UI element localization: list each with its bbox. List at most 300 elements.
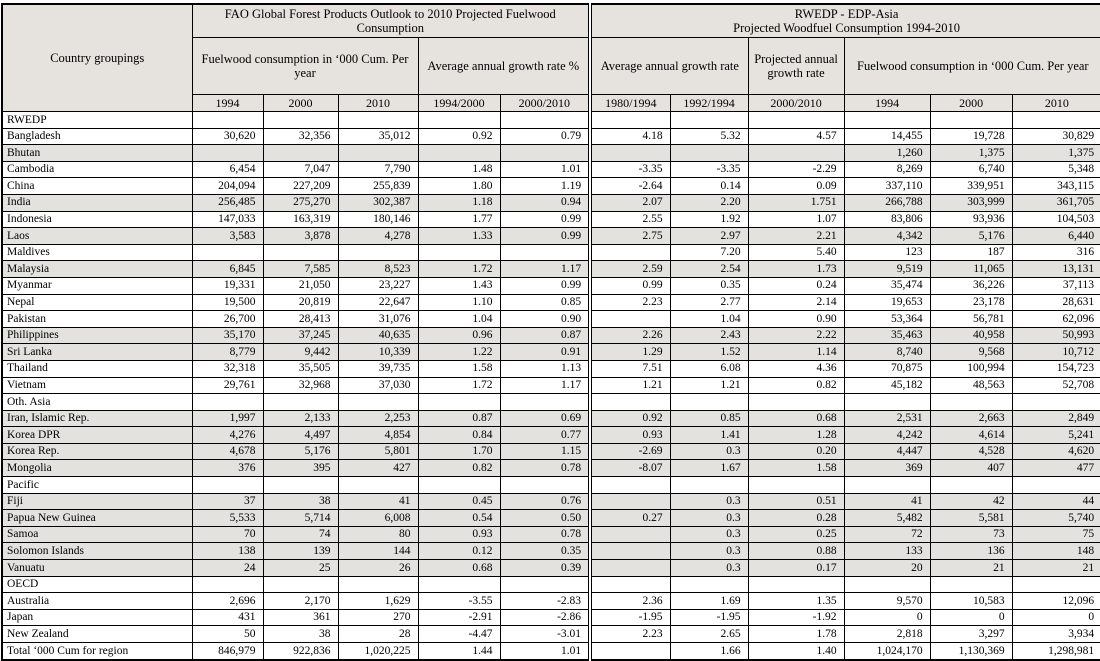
value-cell: 1.80 — [418, 178, 500, 195]
group-label: Pacific — [2, 477, 192, 494]
value-cell — [500, 145, 590, 162]
value-cell: 1.77 — [418, 211, 500, 228]
value-cell: 19,331 — [192, 277, 263, 294]
value-cell: -1.95 — [670, 609, 748, 626]
country-name: Bhutan — [2, 145, 192, 162]
value-cell: -1.95 — [590, 609, 670, 626]
value-cell — [500, 576, 590, 593]
value-cell: 4.57 — [748, 128, 844, 145]
value-cell: 4,497 — [263, 427, 338, 444]
value-cell: 407 — [930, 460, 1012, 477]
country-row — [2, 593, 1100, 610]
value-cell: 42 — [930, 493, 1012, 510]
value-cell — [263, 576, 338, 593]
rwedp-title-line1: RWEDP - EDP-Asia — [794, 7, 899, 21]
country-groupings-header: Country groupings — [2, 4, 192, 112]
country-row — [2, 560, 1100, 577]
value-cell: 136 — [930, 543, 1012, 560]
country-name: Thailand — [2, 360, 192, 377]
country-row — [2, 161, 1100, 178]
value-cell: 28,413 — [263, 311, 338, 328]
value-cell: -8.07 — [590, 460, 670, 477]
fao-year-2000: 2000 — [263, 95, 338, 112]
country-name: Japan — [2, 609, 192, 626]
rwedp-projected-2000-2010: 2000/2010 — [748, 95, 844, 112]
value-cell: 1.13 — [500, 360, 590, 377]
value-cell: 1.69 — [670, 593, 748, 610]
value-cell: 5,533 — [192, 510, 263, 527]
value-cell: 427 — [338, 460, 418, 477]
fao-growth-2000-2010: 2000/2010 — [500, 95, 590, 112]
value-cell: 0.12 — [418, 543, 500, 560]
country-row — [2, 228, 1100, 245]
value-cell — [590, 477, 670, 494]
value-cell: 0.78 — [500, 526, 590, 543]
value-cell: 1,997 — [192, 410, 263, 427]
value-cell: 9,519 — [844, 261, 930, 278]
value-cell — [590, 311, 670, 328]
value-cell: -3.01 — [500, 626, 590, 643]
value-cell: 0.68 — [418, 560, 500, 577]
value-cell: 0.79 — [500, 128, 590, 145]
value-cell: 4.18 — [590, 128, 670, 145]
value-cell: 337,110 — [844, 178, 930, 195]
country-row — [2, 194, 1100, 211]
value-cell: 1.52 — [670, 344, 748, 361]
value-cell — [192, 477, 263, 494]
country-name: Vanuatu — [2, 560, 192, 577]
value-cell: 0.92 — [590, 410, 670, 427]
value-cell: 1.10 — [418, 294, 500, 311]
value-cell: 4,854 — [338, 427, 418, 444]
value-cell: 0.84 — [418, 427, 500, 444]
value-cell — [418, 145, 500, 162]
value-cell: 361 — [263, 609, 338, 626]
value-cell: 0.24 — [748, 277, 844, 294]
value-cell: 3,583 — [192, 228, 263, 245]
value-cell: 0.17 — [748, 560, 844, 577]
value-cell: 4,614 — [930, 427, 1012, 444]
value-cell: 2,170 — [263, 593, 338, 610]
value-cell — [930, 477, 1012, 494]
section-title-row — [2, 4, 1100, 38]
value-cell: 0.27 — [590, 510, 670, 527]
value-cell: 80 — [338, 526, 418, 543]
country-name: Maldives — [2, 244, 192, 261]
value-cell: 2.22 — [748, 327, 844, 344]
value-cell — [192, 145, 263, 162]
value-cell: 38 — [263, 626, 338, 643]
value-cell: 1,020,225 — [338, 643, 418, 660]
value-cell: 1.19 — [500, 178, 590, 195]
country-row — [2, 377, 1100, 394]
value-cell: 13,131 — [1012, 261, 1100, 278]
value-cell: 0.54 — [418, 510, 500, 527]
country-name: Cambodia — [2, 161, 192, 178]
value-cell: 1.92 — [670, 211, 748, 228]
value-cell: 0 — [844, 609, 930, 626]
value-cell — [1012, 576, 1100, 593]
group-row — [2, 112, 1100, 129]
value-cell: 4,528 — [930, 443, 1012, 460]
value-cell — [670, 576, 748, 593]
value-cell — [748, 576, 844, 593]
value-cell: 0.3 — [670, 543, 748, 560]
country-row — [2, 128, 1100, 145]
value-cell: 41 — [338, 493, 418, 510]
value-cell: 1.48 — [418, 161, 500, 178]
country-name: Total ‘000 Cum for region — [2, 643, 192, 660]
country-name: Korea DPR — [2, 427, 192, 444]
value-cell: 6,740 — [930, 161, 1012, 178]
value-cell: 37,245 — [263, 327, 338, 344]
value-cell: 29,761 — [192, 377, 263, 394]
value-cell: 154,723 — [1012, 360, 1100, 377]
value-cell: 7.20 — [670, 244, 748, 261]
value-cell: 23,178 — [930, 294, 1012, 311]
rwedp-title-line2: Projected Woodfuel Consumption 1994-2010 — [733, 21, 960, 35]
group-row — [2, 576, 1100, 593]
value-cell: 1.04 — [418, 311, 500, 328]
rwedp-year-2010: 2010 — [1012, 95, 1100, 112]
value-cell: 70 — [192, 526, 263, 543]
value-cell: 7,585 — [263, 261, 338, 278]
country-row — [2, 261, 1100, 278]
value-cell: 21 — [930, 560, 1012, 577]
value-cell: 0.25 — [748, 526, 844, 543]
value-cell — [192, 394, 263, 411]
country-row — [2, 277, 1100, 294]
value-cell: 104,503 — [1012, 211, 1100, 228]
country-name: Papua New Guinea — [2, 510, 192, 527]
value-cell: 5,801 — [338, 443, 418, 460]
value-cell: 376 — [192, 460, 263, 477]
value-cell — [1012, 112, 1100, 129]
value-cell: 24 — [192, 560, 263, 577]
value-cell: 6,454 — [192, 161, 263, 178]
value-cell: 62,096 — [1012, 311, 1100, 328]
value-cell: 4,447 — [844, 443, 930, 460]
value-cell: 0.28 — [748, 510, 844, 527]
value-cell: 1.44 — [418, 643, 500, 660]
value-cell: 2.43 — [670, 327, 748, 344]
value-cell: 41 — [844, 493, 930, 510]
country-row — [2, 609, 1100, 626]
value-cell — [748, 145, 844, 162]
value-cell: 6.08 — [670, 360, 748, 377]
value-cell: 846,979 — [192, 643, 263, 660]
value-cell: 2.07 — [590, 194, 670, 211]
value-cell: 11,065 — [930, 261, 1012, 278]
value-cell: 26 — [338, 560, 418, 577]
country-name: Australia — [2, 593, 192, 610]
value-cell: 1,260 — [844, 145, 930, 162]
value-cell: 2,133 — [263, 410, 338, 427]
value-cell — [192, 576, 263, 593]
value-cell — [748, 112, 844, 129]
value-cell: 4,342 — [844, 228, 930, 245]
value-cell: 3,878 — [263, 228, 338, 245]
value-cell: 0.99 — [590, 277, 670, 294]
value-cell — [418, 394, 500, 411]
country-row — [2, 427, 1100, 444]
value-cell: 1.751 — [748, 194, 844, 211]
value-cell: 0.45 — [418, 493, 500, 510]
value-cell: -2.29 — [748, 161, 844, 178]
value-cell — [844, 112, 930, 129]
value-cell: 25 — [263, 560, 338, 577]
fao-growth-header: Average annual growth rate % — [418, 38, 590, 95]
value-cell: 5,714 — [263, 510, 338, 527]
value-cell: 1.72 — [418, 261, 500, 278]
value-cell: 32,318 — [192, 360, 263, 377]
value-cell: 2.59 — [590, 261, 670, 278]
value-cell: 0.20 — [748, 443, 844, 460]
country-name: Pakistan — [2, 311, 192, 328]
value-cell: 5,176 — [930, 228, 1012, 245]
value-cell: 361,705 — [1012, 194, 1100, 211]
rwedp-section-title — [590, 4, 1100, 38]
value-cell — [1012, 394, 1100, 411]
value-cell: 0.99 — [500, 228, 590, 245]
value-cell: 8,523 — [338, 261, 418, 278]
value-cell: 8,740 — [844, 344, 930, 361]
country-name: Korea Rep. — [2, 443, 192, 460]
value-cell — [748, 477, 844, 494]
value-cell: 23,227 — [338, 277, 418, 294]
rwedp-growth-header: Average annual growth rate — [590, 38, 748, 95]
value-cell: 5,241 — [1012, 427, 1100, 444]
value-cell: 12,096 — [1012, 593, 1100, 610]
value-cell: 9,568 — [930, 344, 1012, 361]
country-name: Malaysia — [2, 261, 192, 278]
value-cell: 4,678 — [192, 443, 263, 460]
fao-year-2010: 2010 — [338, 95, 418, 112]
value-cell: 1,024,170 — [844, 643, 930, 660]
rwedp-year-1994: 1994 — [844, 95, 930, 112]
value-cell: -2.86 — [500, 609, 590, 626]
value-cell: 30,829 — [1012, 128, 1100, 145]
country-name: Nepal — [2, 294, 192, 311]
value-cell: 1.07 — [748, 211, 844, 228]
value-cell — [500, 477, 590, 494]
value-cell: 2.55 — [590, 211, 670, 228]
value-cell — [590, 643, 670, 660]
country-name: Sri Lanka — [2, 344, 192, 361]
value-cell: 10,339 — [338, 344, 418, 361]
value-cell: 1,375 — [1012, 145, 1100, 162]
value-cell — [590, 145, 670, 162]
value-cell: 26,700 — [192, 311, 263, 328]
country-name: Myanmar — [2, 277, 192, 294]
value-cell: 2,696 — [192, 593, 263, 610]
value-cell: 2.26 — [590, 327, 670, 344]
value-cell — [263, 477, 338, 494]
value-cell: 74 — [263, 526, 338, 543]
value-cell: 0.90 — [500, 311, 590, 328]
value-cell: 4,620 — [1012, 443, 1100, 460]
country-row — [2, 493, 1100, 510]
value-cell: 35,474 — [844, 277, 930, 294]
value-cell: 302,387 — [338, 194, 418, 211]
value-cell — [192, 244, 263, 261]
value-cell: 56,781 — [930, 311, 1012, 328]
group-row — [2, 394, 1100, 411]
value-cell — [844, 477, 930, 494]
country-row — [2, 294, 1100, 311]
value-cell: 187 — [930, 244, 1012, 261]
value-cell: 2.23 — [590, 294, 670, 311]
value-cell: 1,629 — [338, 593, 418, 610]
value-cell: 21,050 — [263, 277, 338, 294]
value-cell: 4.36 — [748, 360, 844, 377]
value-cell: 339,951 — [930, 178, 1012, 195]
value-cell: 0.90 — [748, 311, 844, 328]
group-row — [2, 477, 1100, 494]
value-cell: 45,182 — [844, 377, 930, 394]
value-cell: 0.99 — [500, 277, 590, 294]
value-cell: -3.55 — [418, 593, 500, 610]
value-cell: -3.35 — [670, 161, 748, 178]
value-cell — [338, 244, 418, 261]
value-cell: 0.96 — [418, 327, 500, 344]
value-cell: 0.35 — [670, 277, 748, 294]
country-name: India — [2, 194, 192, 211]
value-cell: 40,635 — [338, 327, 418, 344]
value-cell: 316 — [1012, 244, 1100, 261]
value-cell: 2,531 — [844, 410, 930, 427]
value-cell: 1.43 — [418, 277, 500, 294]
value-cell: 35,505 — [263, 360, 338, 377]
value-cell — [844, 394, 930, 411]
value-cell: 75 — [1012, 526, 1100, 543]
value-cell: -2.69 — [590, 443, 670, 460]
value-cell: -1.92 — [748, 609, 844, 626]
value-cell: 256,485 — [192, 194, 263, 211]
table-body — [2, 112, 1100, 660]
value-cell: 0 — [930, 609, 1012, 626]
value-cell: 0 — [1012, 609, 1100, 626]
value-cell: 0.68 — [748, 410, 844, 427]
value-cell: 1.58 — [748, 460, 844, 477]
value-cell: 1.17 — [500, 261, 590, 278]
value-cell: 5,348 — [1012, 161, 1100, 178]
value-cell: 0.50 — [500, 510, 590, 527]
value-cell: 5,740 — [1012, 510, 1100, 527]
rwedp-growth-1980-1994: 1980/1994 — [590, 95, 670, 112]
country-name: Laos — [2, 228, 192, 245]
group-label: OECD — [2, 576, 192, 593]
value-cell: 100,994 — [930, 360, 1012, 377]
value-cell: 343,115 — [1012, 178, 1100, 195]
value-cell — [263, 112, 338, 129]
value-cell: 6,008 — [338, 510, 418, 527]
value-cell: 40,958 — [930, 327, 1012, 344]
value-cell: 0.09 — [748, 178, 844, 195]
value-cell: 14,455 — [844, 128, 930, 145]
value-cell — [500, 394, 590, 411]
country-name: Vietnam — [2, 377, 192, 394]
value-cell: 1.33 — [418, 228, 500, 245]
value-cell: 144 — [338, 543, 418, 560]
fao-growth-1994-2000: 1994/2000 — [418, 95, 500, 112]
value-cell — [590, 576, 670, 593]
value-cell: 5,482 — [844, 510, 930, 527]
value-cell: 20,819 — [263, 294, 338, 311]
value-cell: 0.3 — [670, 493, 748, 510]
country-row — [2, 211, 1100, 228]
value-cell: 147,033 — [192, 211, 263, 228]
value-cell: 31,076 — [338, 311, 418, 328]
value-cell — [418, 244, 500, 261]
value-cell: 37,113 — [1012, 277, 1100, 294]
value-cell: 19,728 — [930, 128, 1012, 145]
value-cell: 2.97 — [670, 228, 748, 245]
rwedp-projected-growth-header: Projected annual growth rate — [748, 38, 844, 95]
value-cell: 2,849 — [1012, 410, 1100, 427]
rwedp-year-2000: 2000 — [930, 95, 1012, 112]
value-cell: 0.93 — [418, 526, 500, 543]
value-cell: 133 — [844, 543, 930, 560]
value-cell — [930, 576, 1012, 593]
value-cell: 0.76 — [500, 493, 590, 510]
group-label: RWEDP — [2, 112, 192, 129]
value-cell: 1.21 — [670, 377, 748, 394]
value-cell: 0.85 — [500, 294, 590, 311]
value-cell — [590, 560, 670, 577]
value-cell: 0.51 — [748, 493, 844, 510]
value-cell — [590, 112, 670, 129]
country-row — [2, 460, 1100, 477]
value-cell: 0.82 — [748, 377, 844, 394]
value-cell: 35,463 — [844, 327, 930, 344]
value-cell — [338, 576, 418, 593]
value-cell: 7,790 — [338, 161, 418, 178]
value-cell: 1.04 — [670, 311, 748, 328]
value-cell: 83,806 — [844, 211, 930, 228]
value-cell: 303,999 — [930, 194, 1012, 211]
value-cell: 37,030 — [338, 377, 418, 394]
value-cell: 28,631 — [1012, 294, 1100, 311]
value-cell: 1.73 — [748, 261, 844, 278]
value-cell: 44 — [1012, 493, 1100, 510]
value-cell: 53,364 — [844, 311, 930, 328]
value-cell — [263, 394, 338, 411]
value-cell: 5.40 — [748, 244, 844, 261]
value-cell — [930, 394, 1012, 411]
value-cell: 0.77 — [500, 427, 590, 444]
value-cell: 5.32 — [670, 128, 748, 145]
value-cell: 2.23 — [590, 626, 670, 643]
value-cell — [263, 145, 338, 162]
value-cell: 0.39 — [500, 560, 590, 577]
value-cell — [590, 543, 670, 560]
value-cell: 180,146 — [338, 211, 418, 228]
value-cell: 1.29 — [590, 344, 670, 361]
value-cell: 70,875 — [844, 360, 930, 377]
value-cell — [500, 244, 590, 261]
value-cell: 1.66 — [670, 643, 748, 660]
country-row — [2, 311, 1100, 328]
country-name: Fiji — [2, 493, 192, 510]
value-cell: 123 — [844, 244, 930, 261]
value-cell: 32,968 — [263, 377, 338, 394]
value-cell: 30,620 — [192, 128, 263, 145]
value-cell — [590, 493, 670, 510]
value-cell — [418, 576, 500, 593]
value-cell: 93,936 — [930, 211, 1012, 228]
value-cell: 0.93 — [590, 427, 670, 444]
